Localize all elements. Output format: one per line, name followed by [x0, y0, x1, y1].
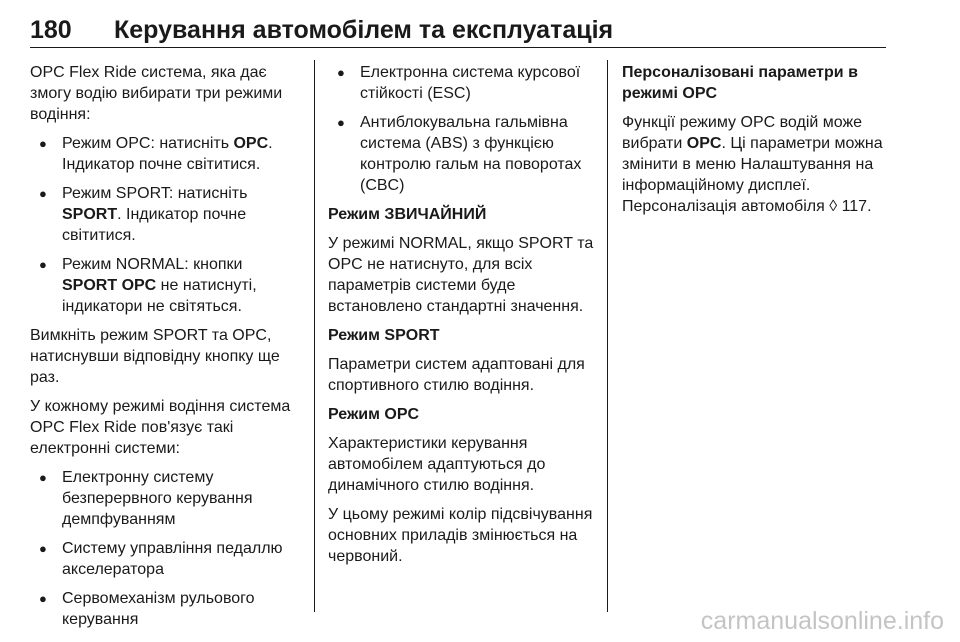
section-text: Характеристики керування автомобілем адаптуються до динамічного стилю водіння.	[328, 435, 546, 494]
systems-list	[30, 467, 302, 630]
section-heading: Режим SPORT	[328, 327, 440, 344]
page-reference-icon: ◊	[829, 198, 838, 215]
page-reference[interactable]: Персоналізація автомобіля ◊ 117.	[622, 198, 872, 215]
section-heading: Персоналізовані параметри в режимі OPC	[622, 64, 858, 102]
page-header	[30, 16, 886, 54]
list-item: ● Режим NORMAL: кнопки SPORT OPC не натиснуті, індикатори не світяться.	[30, 254, 302, 317]
section-heading: Режим ЗВИЧАЙНИЙ	[328, 206, 487, 223]
list-item: ● Систему управління педаллю акселератора	[30, 538, 302, 580]
column-right	[622, 62, 890, 225]
systems-intro: У кожному режимі водіння система OPC Flex Ride пов'язує такі електронні системи:	[30, 398, 291, 457]
header-rule	[30, 47, 886, 48]
section-text: Параметри систем адаптовані для спортивного стилю водіння.	[328, 356, 585, 394]
button-name: OPC	[686, 135, 722, 152]
column-divider	[607, 60, 608, 612]
mode-list	[30, 133, 302, 317]
list-item: ● Антиблокувальна гальмівна система (ABS) з функцією контролю гальм на поворотах (CBC)	[328, 112, 600, 196]
section-text: У цьому режимі колір підсвічування основних приладів змінюється на червоний.	[328, 506, 593, 565]
section-text: У режимі NORMAL, якщо SPORT та OPC не натиснуто, для всіх параметрів системи буде встановлено стандартні значення.	[328, 235, 594, 315]
watermark: carmanualsonline.info	[700, 607, 944, 635]
section-heading: Режим OPC	[328, 406, 420, 423]
column-left	[30, 62, 302, 638]
intro-text: OPC Flex Ride система, яка дає змогу водію вибирати три режими водіння:	[30, 64, 283, 123]
list-item: ● Електронну систему безперервного керування демпфуванням	[30, 467, 302, 530]
section-text: Функції режиму OPC водій може вибрати OPC. Ці параметри можна змінити в меню Налаштування на інформаційному дисплеї. Персоналізація автомобіля ◊ 117.	[622, 114, 883, 215]
list-item: ● Режим SPORT: натисніть SPORT. Індикатор почне світитися.	[30, 183, 302, 246]
list-item: ● Сервомеханізм рульового керування	[30, 588, 302, 630]
button-name: SPORT	[62, 206, 118, 223]
column-divider	[314, 60, 315, 612]
list-item: ● Електронна система курсової стійкості (ESC)	[328, 62, 600, 104]
page-number: 180	[30, 16, 72, 44]
page-title: Керування автомобілем та експлуатація	[114, 16, 614, 44]
button-name: OPC	[233, 135, 269, 152]
list-item: ● Режим OPC: натисніть OPC. Індикатор почне світитися.	[30, 133, 302, 175]
button-name: SPORT OPC	[62, 277, 157, 294]
systems-list-continued	[328, 62, 600, 196]
off-text: Вимкніть режим SPORT та OPC, натиснувши відповідну кнопку ще раз.	[30, 327, 280, 386]
column-middle	[328, 62, 600, 575]
